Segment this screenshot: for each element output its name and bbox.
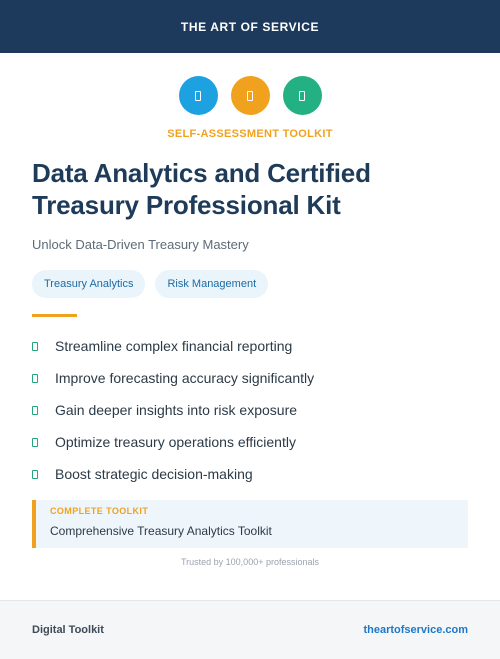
subtitle: Unlock Data-Driven Treasury Mastery xyxy=(32,237,249,252)
blue-box-icon xyxy=(179,76,218,115)
website-link[interactable]: theartofservice.com xyxy=(363,624,468,636)
footer-label: Digital Toolkit xyxy=(32,624,104,636)
list-item-text: Improve forecasting accuracy significantly xyxy=(55,370,315,386)
list-item xyxy=(32,394,472,426)
green-box-icon xyxy=(32,342,38,351)
green-box-icon xyxy=(32,406,38,415)
icon-row xyxy=(0,76,500,115)
tag-treasury-analytics: Treasury Analytics xyxy=(32,270,145,298)
list-item-text: Boost strategic decision-making xyxy=(55,466,253,482)
brand-name: THE ART OF SERVICE xyxy=(180,19,320,34)
tag-row xyxy=(32,270,268,298)
orange-box-icon xyxy=(231,76,270,115)
page-title: Data Analytics and Certified Treasury Professional Kit xyxy=(32,158,371,220)
green-box-icon xyxy=(283,76,322,115)
list-item-text: Optimize treasury operations efficiently xyxy=(55,434,296,450)
callout-value: Comprehensive Treasury Analytics Toolkit xyxy=(50,524,272,538)
list-item-text: Gain deeper insights into risk exposure xyxy=(55,402,298,418)
list-item-text: Streamline complex financial reporting xyxy=(55,338,293,354)
list-item xyxy=(32,458,472,490)
list-item xyxy=(32,362,472,394)
benefit-list xyxy=(32,330,472,490)
green-box-icon xyxy=(32,438,38,447)
tag-risk-management: Risk Management xyxy=(155,270,268,298)
trusted-note: Trusted by 100,000+ professionals xyxy=(180,557,319,567)
green-box-icon xyxy=(32,374,38,383)
accent-divider xyxy=(32,314,77,317)
toolkit-callout xyxy=(32,500,468,548)
eyebrow-label: SELF-ASSESSMENT TOOLKIT xyxy=(167,128,333,140)
callout-label: COMPLETE TOOLKIT xyxy=(50,506,149,516)
top-banner xyxy=(0,0,500,53)
list-item xyxy=(32,330,472,362)
list-item xyxy=(32,426,472,458)
green-box-icon xyxy=(32,470,38,479)
footer xyxy=(0,600,500,659)
